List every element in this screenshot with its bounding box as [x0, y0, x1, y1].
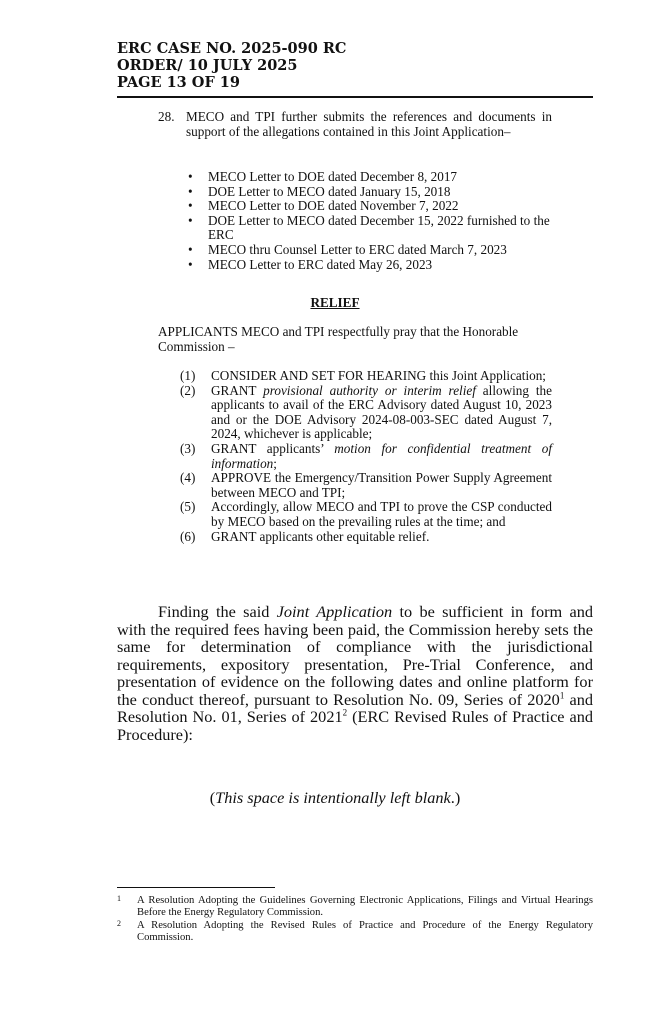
footnote-1: 1 A Resolution Adopting the Guidelines Governing Electronic Applications, Filings and Virtual Hearings Before the Energy Regulatory Commission. [117, 894, 593, 918]
prayer-item: (5) Accordingly, allow MECO and TPI to prove the CSP conducted by MECO based on the prevailing rules at the time; and [180, 499, 552, 529]
paragraph-text: MECO and TPI further submits the references and documents in support of the allegations contained in this Joint Application– [186, 109, 552, 139]
prayer-item: (4) APPROVE the Emergency/Transition Power Supply Agreement between MECO and TPI; [180, 470, 552, 500]
prayer-list [180, 369, 552, 544]
footnote-divider [117, 887, 275, 888]
prayer-item: (1) CONSIDER AND SET FOR HEARING this Joint Application; [180, 368, 546, 383]
page-header [117, 40, 593, 98]
case-number: ERC CASE NO. 2025-090 RC [117, 40, 347, 57]
footnote-2: 2 A Resolution Adopting the Revised Rules of Practice and Procedure of the Energy Regulatory Commission. [117, 919, 593, 943]
list-item: • MECO Letter to DOE dated November 7, 2022 [188, 198, 459, 214]
blank-space-note: (This space is intentionally left blank.) [209, 788, 461, 807]
order-date: ORDER/ 10 JULY 2025 [117, 57, 298, 74]
bullet-icon: • [188, 183, 193, 199]
relief-heading: RELIEF [310, 295, 360, 310]
bullet-icon: • [188, 212, 193, 228]
bullet-icon: • [188, 256, 193, 272]
page-number: PAGE 13 OF 19 [117, 74, 240, 91]
list-item: • MECO Letter to DOE dated December 8, 2017 [188, 169, 458, 184]
list-item: • DOE Letter to MECO dated December 15, 2022 furnished to the ERC [188, 212, 550, 243]
reference-list [188, 170, 558, 272]
prayer-item: (3) GRANT applicants’ motion for confidential treatment of information; [180, 440, 552, 471]
bullet-icon: • [188, 169, 193, 184]
footnotes [117, 895, 593, 945]
list-item: • DOE Letter to MECO dated January 15, 2018 [188, 183, 451, 199]
bullet-icon: • [188, 241, 193, 257]
list-item: • MECO thru Counsel Letter to ERC dated March 7, 2023 [188, 241, 507, 257]
paragraph-number: 28. [158, 109, 175, 124]
prayer-item: (6) GRANT applicants other equitable relief. [180, 528, 430, 544]
list-item: • MECO Letter to ERC dated May 26, 2023 [188, 256, 433, 272]
footnote-ref-2[interactable]: 2 [342, 707, 348, 718]
relief-intro: APPLICANTS MECO and TPI respectfully pray that the Honorable Commission – [158, 324, 519, 354]
footnote-ref-1[interactable]: 1 [559, 690, 565, 701]
bullet-icon: • [188, 198, 193, 214]
prayer-item: (2) GRANT provisional authority or interim relief allowing the applicants to avail of the ERC Advisory dated August 10, 2023 and or the DOE Advisory 2024-08-003-SEC dated August 7, 2024, whichever is applicable; [180, 382, 552, 442]
order-paragraph: Finding the said Joint Application to be sufficient in form and with the required fees having been paid, the Commission hereby sets the same for determination of compliance with the jurisdictional requirements, expository presentation, Pre-Trial Conference, and presentation of evidence on the following dates and online platform for the conduct thereof, pursuant to Resolution No. 09, Series of 2020$^1$ and Resolution No. 01, Series of 2021$^2$ (ERC Revised Rules of Practice and Procedure): [117, 602, 594, 744]
